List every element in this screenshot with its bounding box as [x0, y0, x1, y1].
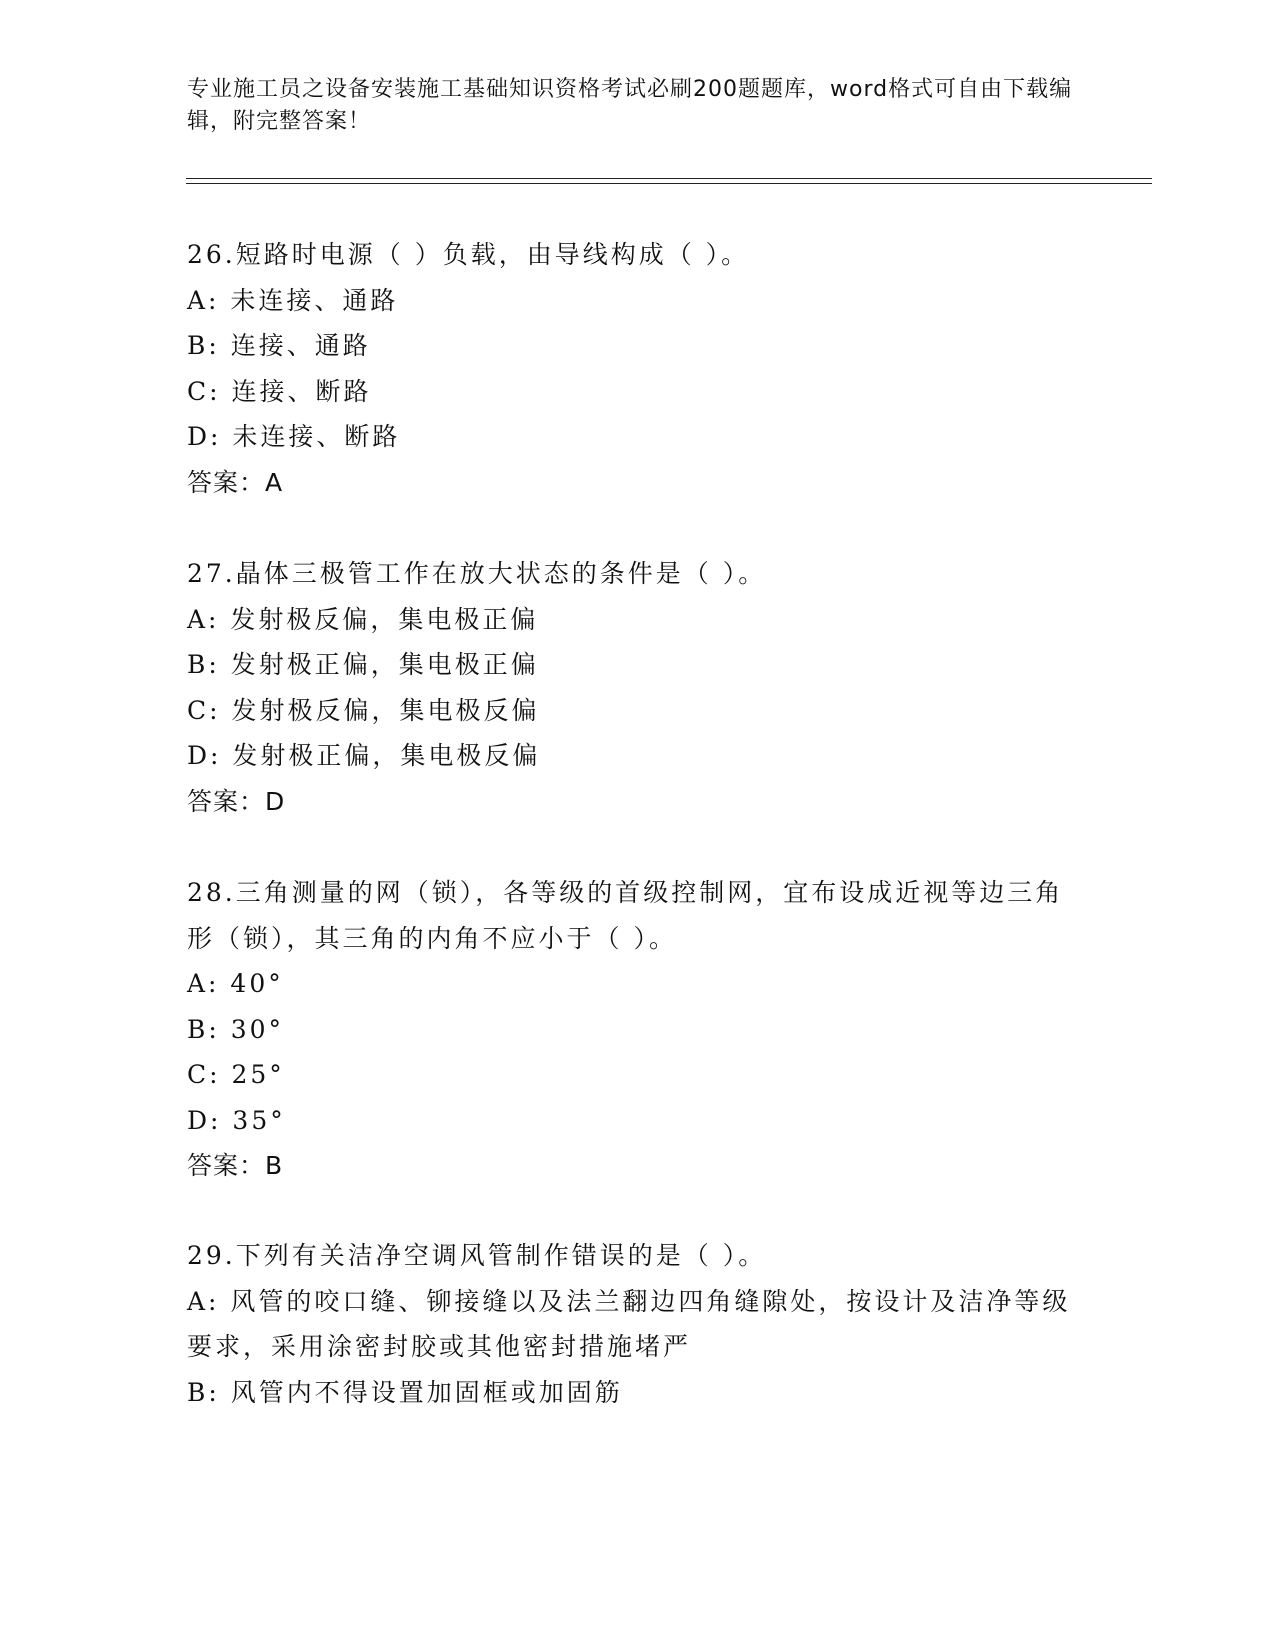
answer: 答案：D: [187, 786, 286, 816]
option-b: B: 连接、通路: [187, 331, 371, 360]
question-stem: 29.下列有关洁净空调风管制作错误的是（ ）。: [187, 1241, 767, 1270]
option-d: D: 35°: [187, 1105, 286, 1135]
question-stem: 28.三角测量的网（锁），各等级的首级控制网，宜布设成近视等边三角形（锁），其三角的内角不应小于（ ）。: [187, 878, 1064, 953]
header-text: 专业施工员之设备安装施工基础知识资格考试必刷200题题库，word格式可自由下载编辑，附完整答案！: [187, 77, 1073, 134]
answer: 答案：B: [187, 1151, 284, 1180]
option-b: B: 发射极正偏，集电极正偏: [187, 650, 539, 679]
option-a: A: 40°: [187, 969, 284, 998]
document-header: [187, 74, 1087, 138]
option-b: B: 30°: [187, 1014, 285, 1044]
question-27: [187, 551, 1087, 824]
option-b: B: 风管内不得设置加固框或加固筋: [187, 1377, 623, 1407]
option-d: D: 发射极正偏，集电极反偏: [187, 741, 541, 770]
option-a: A: 未连接、通路: [187, 285, 399, 315]
question-26: [187, 232, 1087, 505]
question-29: [187, 1233, 1087, 1415]
question-stem: 26.短路时电源（ ）负载，由导线构成（ ）。: [187, 240, 750, 269]
option-c: C: 25°: [187, 1060, 285, 1089]
header-divider-bottom: [186, 183, 1152, 184]
header-divider-top: [186, 178, 1152, 179]
option-a: A: 发射极反偏，集电极正偏: [187, 604, 539, 634]
option-d: D: 未连接、断路: [187, 422, 401, 451]
option-c: C: 发射极反偏，集电极反偏: [187, 695, 540, 725]
question-28: [187, 870, 1087, 1189]
answer: 答案：A: [187, 467, 284, 497]
option-c: C: 连接、断路: [187, 376, 372, 406]
option-a: A: 风管的咬口缝、铆接缝以及法兰翻边四角缝隙处，按设计及洁净等级要求，采用涂密封胶或其他密封措施堵严: [187, 1286, 1071, 1361]
question-stem: 27.晶体三极管工作在放大状态的条件是（ ）。: [187, 559, 767, 588]
